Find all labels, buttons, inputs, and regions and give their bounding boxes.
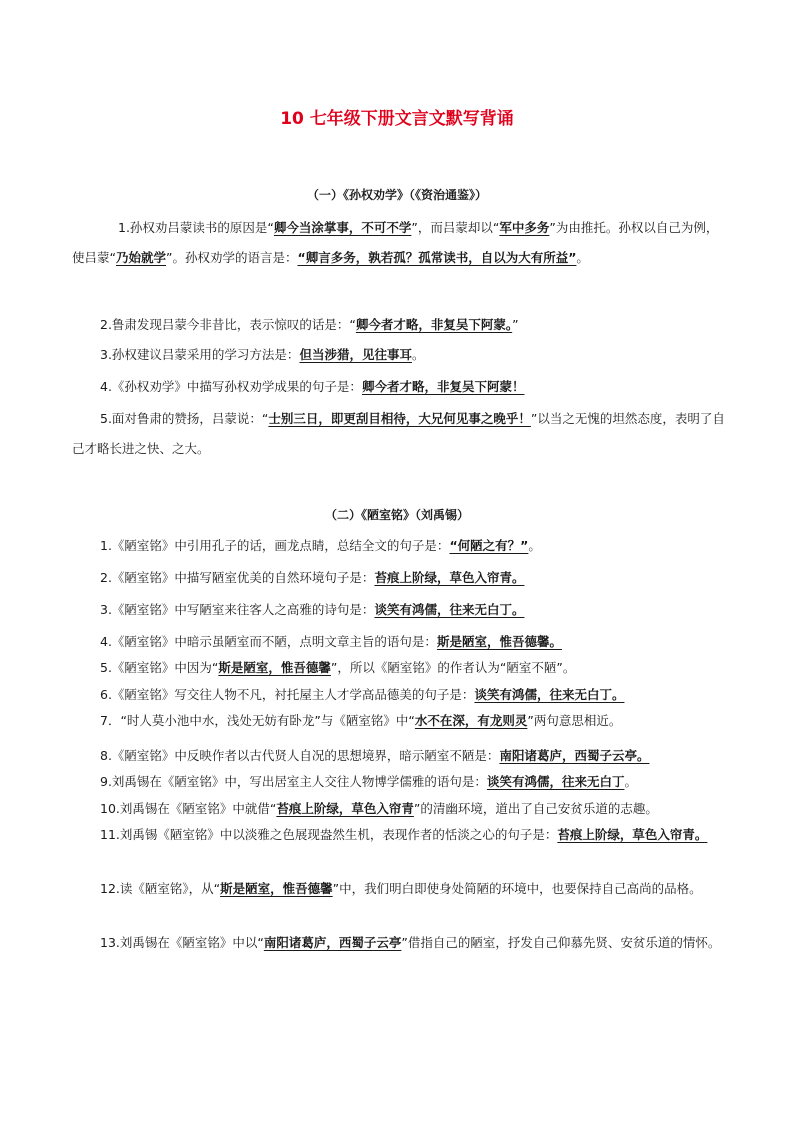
s2-q13-answer-1: 南阳诸葛庐，西蜀子云亭 xyxy=(263,935,402,950)
s1-q1-answer-4: “卿言多务，孰若孤？孤常读书，自以为大有所益” xyxy=(297,250,577,265)
s2-q8-text-1: 8.《陋室铭》中反映作者以古代贤人自况的思想境界，暗示陋室不陋是： xyxy=(100,748,500,763)
s2-q4-text-1: 4.《陋室铭》中暗示虽陋室而不陋，点明文章主旨的语句是： xyxy=(100,634,437,649)
s2-q1-answer-1: “何陋之有？” xyxy=(449,538,529,553)
s2-q4-answer-1: 斯是陋室，惟吾德馨。 xyxy=(436,634,562,649)
s2-question-11 xyxy=(72,822,726,848)
s2-q13-text-2: ”借指自己的陋室，抒发自己仰慕先贤、安贫乐道的情怀。 xyxy=(401,935,721,950)
s1-q3-text-2: 。 xyxy=(411,347,425,362)
s2-q10-text-2: ”的清幽环境，道出了自己安贫乐道的志趣。 xyxy=(413,801,658,816)
s2-q8-answer-1: 南阳诸葛庐，西蜀子云亭。 xyxy=(499,748,650,763)
s2-q1-text-2: 。 xyxy=(528,538,541,553)
s2-q12-text-1: 12.读《陋室铭》，从“ xyxy=(100,881,221,896)
s2-q11-answer-1: 苔痕上阶绿，草色入帘青。 xyxy=(557,827,708,842)
s1-question-1 xyxy=(72,213,728,273)
s2-q10-text-1: 10.刘禹锡在《陋室铭》中就借“ xyxy=(100,801,277,816)
s2-q5-answer-1: 斯是陋室，惟吾德馨 xyxy=(218,660,331,675)
s2-q5-text-1: 5.《陋室铭》中因为“ xyxy=(100,660,219,675)
s2-q5-text-2: ”，所以《陋室铭》的作者认为“陋室不陋”。 xyxy=(330,660,576,675)
s1-q1-answer-2: 军中多务 xyxy=(499,220,550,235)
s2-q2-answer-1: 苔痕上阶绿，草色入帘青。 xyxy=(374,570,525,585)
page-title: 10 七年级下册文言文默写背诵 xyxy=(280,109,514,129)
s2-q9-text-1: 9.刘禹锡在《陋室铭》中，写出居室主人交往人物博学儒雅的语句是： xyxy=(100,774,487,789)
s2-q6-text-1: 6.《陋室铭》写交往人物不凡，衬托屋主人才学高品德美的句子是： xyxy=(100,687,475,702)
s1-q3-answer-1: 但当涉猎，见往事耳 xyxy=(299,347,412,362)
s1-q5-text-2: ”以当之无愧的坦然态度，表明了自己才略长进之快、之大。 xyxy=(72,411,725,456)
s1-q1-text-5: 。 xyxy=(576,250,589,265)
s2-q10-answer-1: 苔痕上阶绿，草色入帘青 xyxy=(276,801,414,816)
s1-q3-text-1: 3.孙权建议吕蒙采用的学习方法是： xyxy=(100,347,300,362)
s2-question-9 xyxy=(100,767,752,796)
s2-q1-text-1: 1.《陋室铭》中引用孔子的话，画龙点睛，总结全文的句子是： xyxy=(100,538,450,553)
s2-q7-answer-1: 水不在深，有龙则灵 xyxy=(414,713,528,728)
s2-question-13 xyxy=(72,930,726,956)
s1-q2-answer-1: 卿今者才略，非复吴下阿蒙。 xyxy=(355,317,513,332)
s2-question-2 xyxy=(100,563,752,592)
s1-question-4 xyxy=(100,372,752,401)
s1-q1-text-1: 1.孙权劝吕蒙读书的原因是“ xyxy=(118,220,274,235)
s2-q11-text-1: 11.刘禹锡《陋室铭》中以淡雅之色展现盎然生机，表现作者的恬淡之心的句子是： xyxy=(100,827,558,842)
s1-q1-text-3: ”为由推托。孙权以自己为例，使吕蒙“ xyxy=(72,220,719,265)
section-1-heading: （一）《孙权劝学》（《资治通鉴》） xyxy=(306,188,487,202)
s2-question-12 xyxy=(72,876,726,902)
s1-q5-text-1: 5.面对鲁肃的赞扬，吕蒙说：“ xyxy=(100,411,269,426)
s2-question-4 xyxy=(100,627,752,656)
s2-question-3 xyxy=(100,595,752,624)
s2-question-6 xyxy=(100,680,752,709)
s1-q1-answer-3: 乃始就学 xyxy=(115,250,166,265)
s2-q7-text-1: 7．“时人莫小池中水，浅处无妨有卧龙”与《陋室铭》中“ xyxy=(100,713,415,728)
s1-q4-answer-1: 卿今者才略，非复吴下阿蒙！ xyxy=(361,379,525,394)
s2-q12-answer-1: 斯是陋室，惟吾德馨 xyxy=(220,881,333,896)
s1-q2-text-1: 2.鲁肃发现吕蒙今非昔比，表示惊叹的话是：“ xyxy=(100,317,356,332)
s1-q4-text-1: 4.《孙权劝学》中描写孙权劝学成果的句子是： xyxy=(100,379,362,394)
s2-q13-text-1: 13.刘禹锡在《陋室铭》中以“ xyxy=(100,935,264,950)
s2-question-10 xyxy=(100,794,752,823)
s2-q2-text-1: 2.《陋室铭》中描写陋室优美的自然环境句子是： xyxy=(100,570,375,585)
s2-q12-text-2: ”中，我们明白即使身处简陋的环境中，也要保持自己高尚的品格。 xyxy=(332,881,702,896)
s2-q7-text-2: ”两句意思相近。 xyxy=(527,713,622,728)
s2-q3-text-1: 3.《陋室铭》中写陋室来往客人之高雅的诗句是： xyxy=(100,602,375,617)
s2-q6-answer-1: 谈笑有鸿儒，往来无白丁。 xyxy=(474,687,625,702)
s1-q2-text-2: ” xyxy=(512,317,519,332)
s1-q1-text-2: ”，而吕蒙却以“ xyxy=(411,220,500,235)
s2-question-5 xyxy=(100,653,752,682)
s1-question-5 xyxy=(72,404,728,464)
s2-question-8 xyxy=(100,741,752,770)
s1-question-3 xyxy=(100,340,752,369)
s1-q1-text-4: ”。孙权劝学的语言是： xyxy=(166,250,298,265)
s2-q9-text-2: 。 xyxy=(624,774,637,789)
s1-question-2 xyxy=(100,310,752,339)
s2-question-7 xyxy=(100,706,752,735)
s2-q3-answer-1: 谈笑有鸿儒，往来无白丁。 xyxy=(374,602,525,617)
s1-q1-answer-1: 卿今当涂掌事，不可不学 xyxy=(273,220,412,235)
s2-q9-answer-1: 谈笑有鸿儒，往来无白丁 xyxy=(486,774,625,789)
section-2-heading: （二）《陋室铭》（刘禹锡） xyxy=(324,508,469,522)
s1-q5-answer-1: 士别三日，即更刮目相待，大兄何见事之晚乎！ xyxy=(268,411,531,426)
s2-question-1 xyxy=(100,531,752,560)
